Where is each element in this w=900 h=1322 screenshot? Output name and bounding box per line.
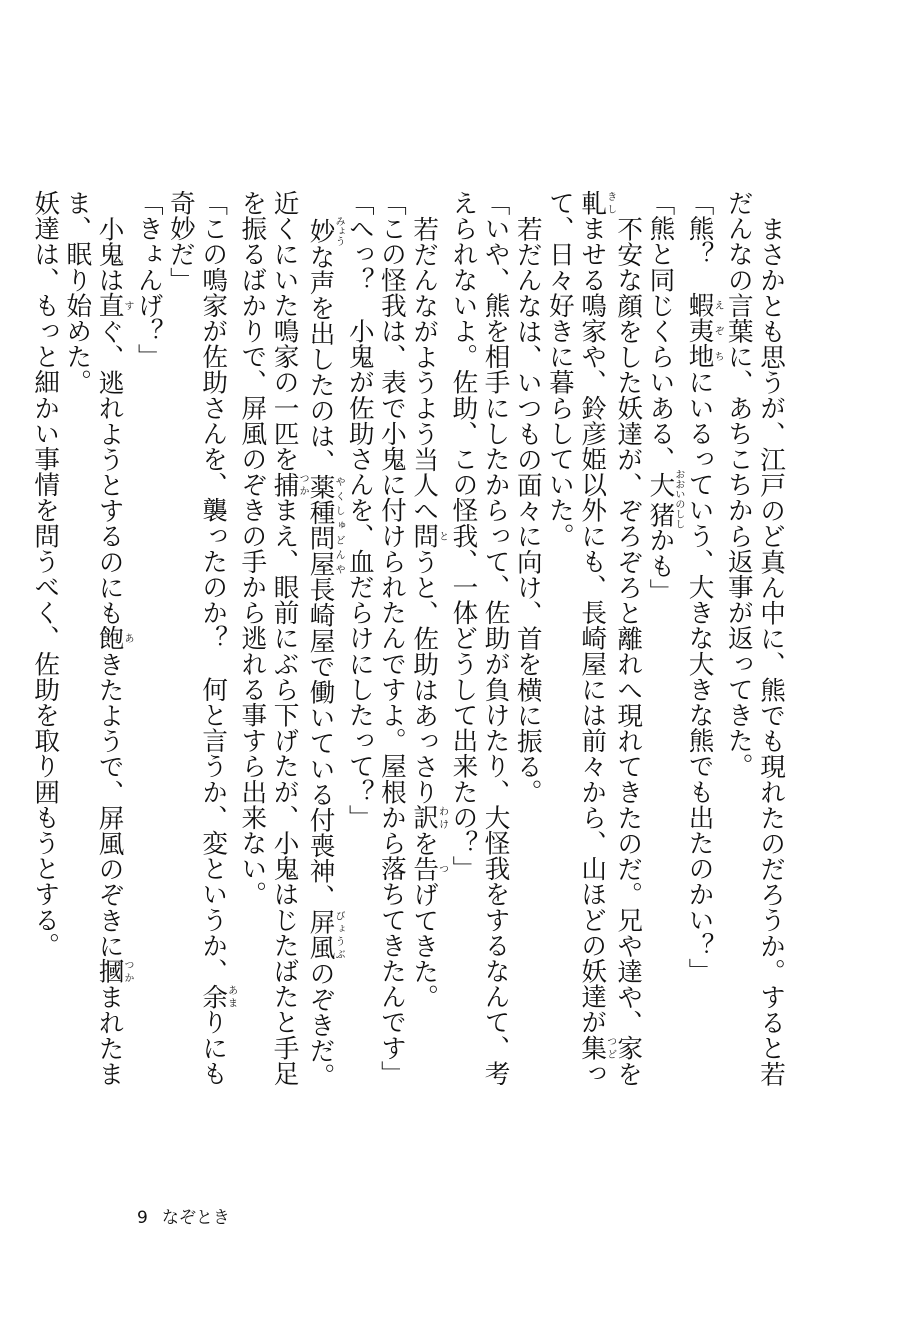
ruby-reading: えぞち: [712, 292, 724, 370]
ruby-reading: あま: [225, 983, 237, 1010]
ruby-base: 捕: [269, 471, 300, 498]
ruby-reading: す: [122, 292, 134, 318]
ruby-base: 訳: [409, 804, 440, 831]
ruby-reading: あ: [122, 625, 134, 651]
ruby-base: 告: [409, 855, 440, 882]
text-segment: かも」: [645, 527, 676, 605]
ruby-base: 飽: [94, 625, 125, 651]
dialogue-line: 「へっ？ 小鬼が佐助さんを、血だらけにしたって？」: [344, 190, 375, 830]
dialogue-line: 「この怪我は、表で小鬼に付けられたんですよ。屋根から落ちてきたんです」: [376, 190, 407, 1086]
text-segment: げてきた。: [409, 881, 440, 1010]
ruby-base: 軋: [577, 190, 608, 216]
dialogue-line: [644, 190, 683, 1090]
chapter-title: なぞとき: [161, 1208, 230, 1228]
ruby-word: [305, 215, 345, 246]
paragraph: 妖達は、もっと細かい事情を問うべく、佐助を取り囲もうとする。: [30, 190, 61, 958]
page-number: 9: [137, 1208, 148, 1228]
ruby-word: [305, 473, 345, 577]
body-text: [30, 190, 787, 1090]
text-segment: って、日々好きに暮らしていた。: [544, 190, 608, 1087]
ruby-word: [198, 983, 237, 1010]
ruby-word: [94, 625, 134, 651]
ruby-reading: つか: [297, 471, 309, 498]
ruby-base: 集: [577, 1034, 608, 1061]
ruby-reading: つど: [604, 1034, 616, 1061]
ruby-word: [684, 292, 724, 370]
dialogue-line: [165, 190, 236, 1090]
paragraph: 若だんなは、いつもの面々に向け、首を横に振る。: [512, 215, 543, 805]
text-segment: 小鬼は: [94, 215, 125, 293]
text-segment: 長崎屋で働いている付喪神、: [305, 576, 336, 910]
paragraph: [544, 190, 644, 1090]
text-segment: 若だんながようよう当人へ: [409, 215, 440, 523]
ruby-reading: やくしゅどんや: [333, 473, 345, 577]
text-segment: ませる鳴家や、鈴彦姫以外にも、長崎屋には前々から、山ほどの妖達が: [577, 215, 608, 1035]
ruby-word: [577, 190, 616, 216]
ruby-reading: きし: [604, 190, 616, 216]
ruby-base: 大猪: [645, 469, 676, 530]
dialogue-line: [683, 190, 722, 1090]
ruby-reading: と: [436, 522, 448, 549]
text-segment: まえ、眼前にぶら下げたが、小鬼はじたばたと手足を振るばかりで、屏風のぞきの手から逃れる事すら出来ない。: [237, 190, 300, 1087]
text-segment: 「熊と同じくらいある、: [645, 190, 676, 472]
page-footer: [137, 1203, 230, 1228]
ruby-reading: びょうぶ: [333, 909, 345, 961]
text-segment: きたようで、屏風のぞきに: [94, 650, 125, 959]
ruby-reading: みょう: [333, 215, 345, 246]
ruby-base: 問: [409, 522, 440, 549]
dialogue-line: 「いや、熊を相手にしたからって、佐助が負けたり、大怪我をするなんて、考えられないよ。佐助、この怪我、一体どうして出来たの？」: [448, 190, 511, 1086]
ruby-word: [305, 909, 345, 961]
ruby-base: 薬種問屋: [305, 473, 336, 577]
text-segment: うと、佐助はあっさり: [409, 548, 440, 805]
ruby-word: [94, 292, 134, 319]
ruby-word: [409, 522, 448, 549]
ruby-base: 直: [94, 292, 125, 319]
ruby-reading: つ: [436, 855, 448, 882]
paragraph: [408, 190, 447, 1090]
text-segment: を: [409, 830, 440, 856]
dialogue-line: 「きょんげ？」: [133, 190, 164, 370]
ruby-base: 摑: [94, 958, 125, 984]
text-segment: 不安な顔をした妖達が、ぞろぞろと離れへ現れてきたのだ。兄や達や、家を: [613, 215, 644, 1086]
ruby-word: [577, 1034, 616, 1061]
ruby-word: [409, 855, 448, 882]
ruby-base: 蝦夷地: [684, 292, 715, 370]
paragraph: [236, 190, 343, 1090]
text-segment: な声を出したのは、: [305, 243, 336, 474]
text-segment: のぞきだ。近くにいた鳴家の一匹を: [269, 190, 336, 1089]
ruby-base: 妙: [305, 215, 336, 246]
ruby-reading: おおいのしし: [672, 469, 684, 530]
paragraph: [61, 190, 132, 1090]
ruby-base: 屏風: [305, 909, 336, 961]
text-segment: にいるっていう、大きな大きな熊でも出たのかい？」: [684, 369, 715, 984]
ruby-word: [409, 804, 448, 831]
text-segment: 「この鳴家が佐助さんを、襲ったのか？ 何と言うか、変というか、: [198, 190, 229, 984]
text-segment: りにも奇妙だ」: [165, 190, 229, 1087]
ruby-word: [645, 469, 684, 530]
paragraph: まさかとも思うが、江戸のど真ん中に、熊でも現れたのだろうか。すると若だんなの言葉に、あちこちから返事が返ってきた。: [723, 190, 786, 1086]
ruby-base: 余: [198, 983, 229, 1010]
ruby-reading: つか: [122, 958, 134, 984]
ruby-word: [94, 958, 134, 984]
text-segment: 「熊？: [684, 190, 715, 293]
ruby-reading: わけ: [436, 804, 448, 830]
text-segment: ぐ、逃れようとするのにも: [94, 318, 125, 626]
text-segment: まれたまま、眠り始めた。: [62, 190, 125, 1087]
ruby-word: [269, 471, 309, 498]
